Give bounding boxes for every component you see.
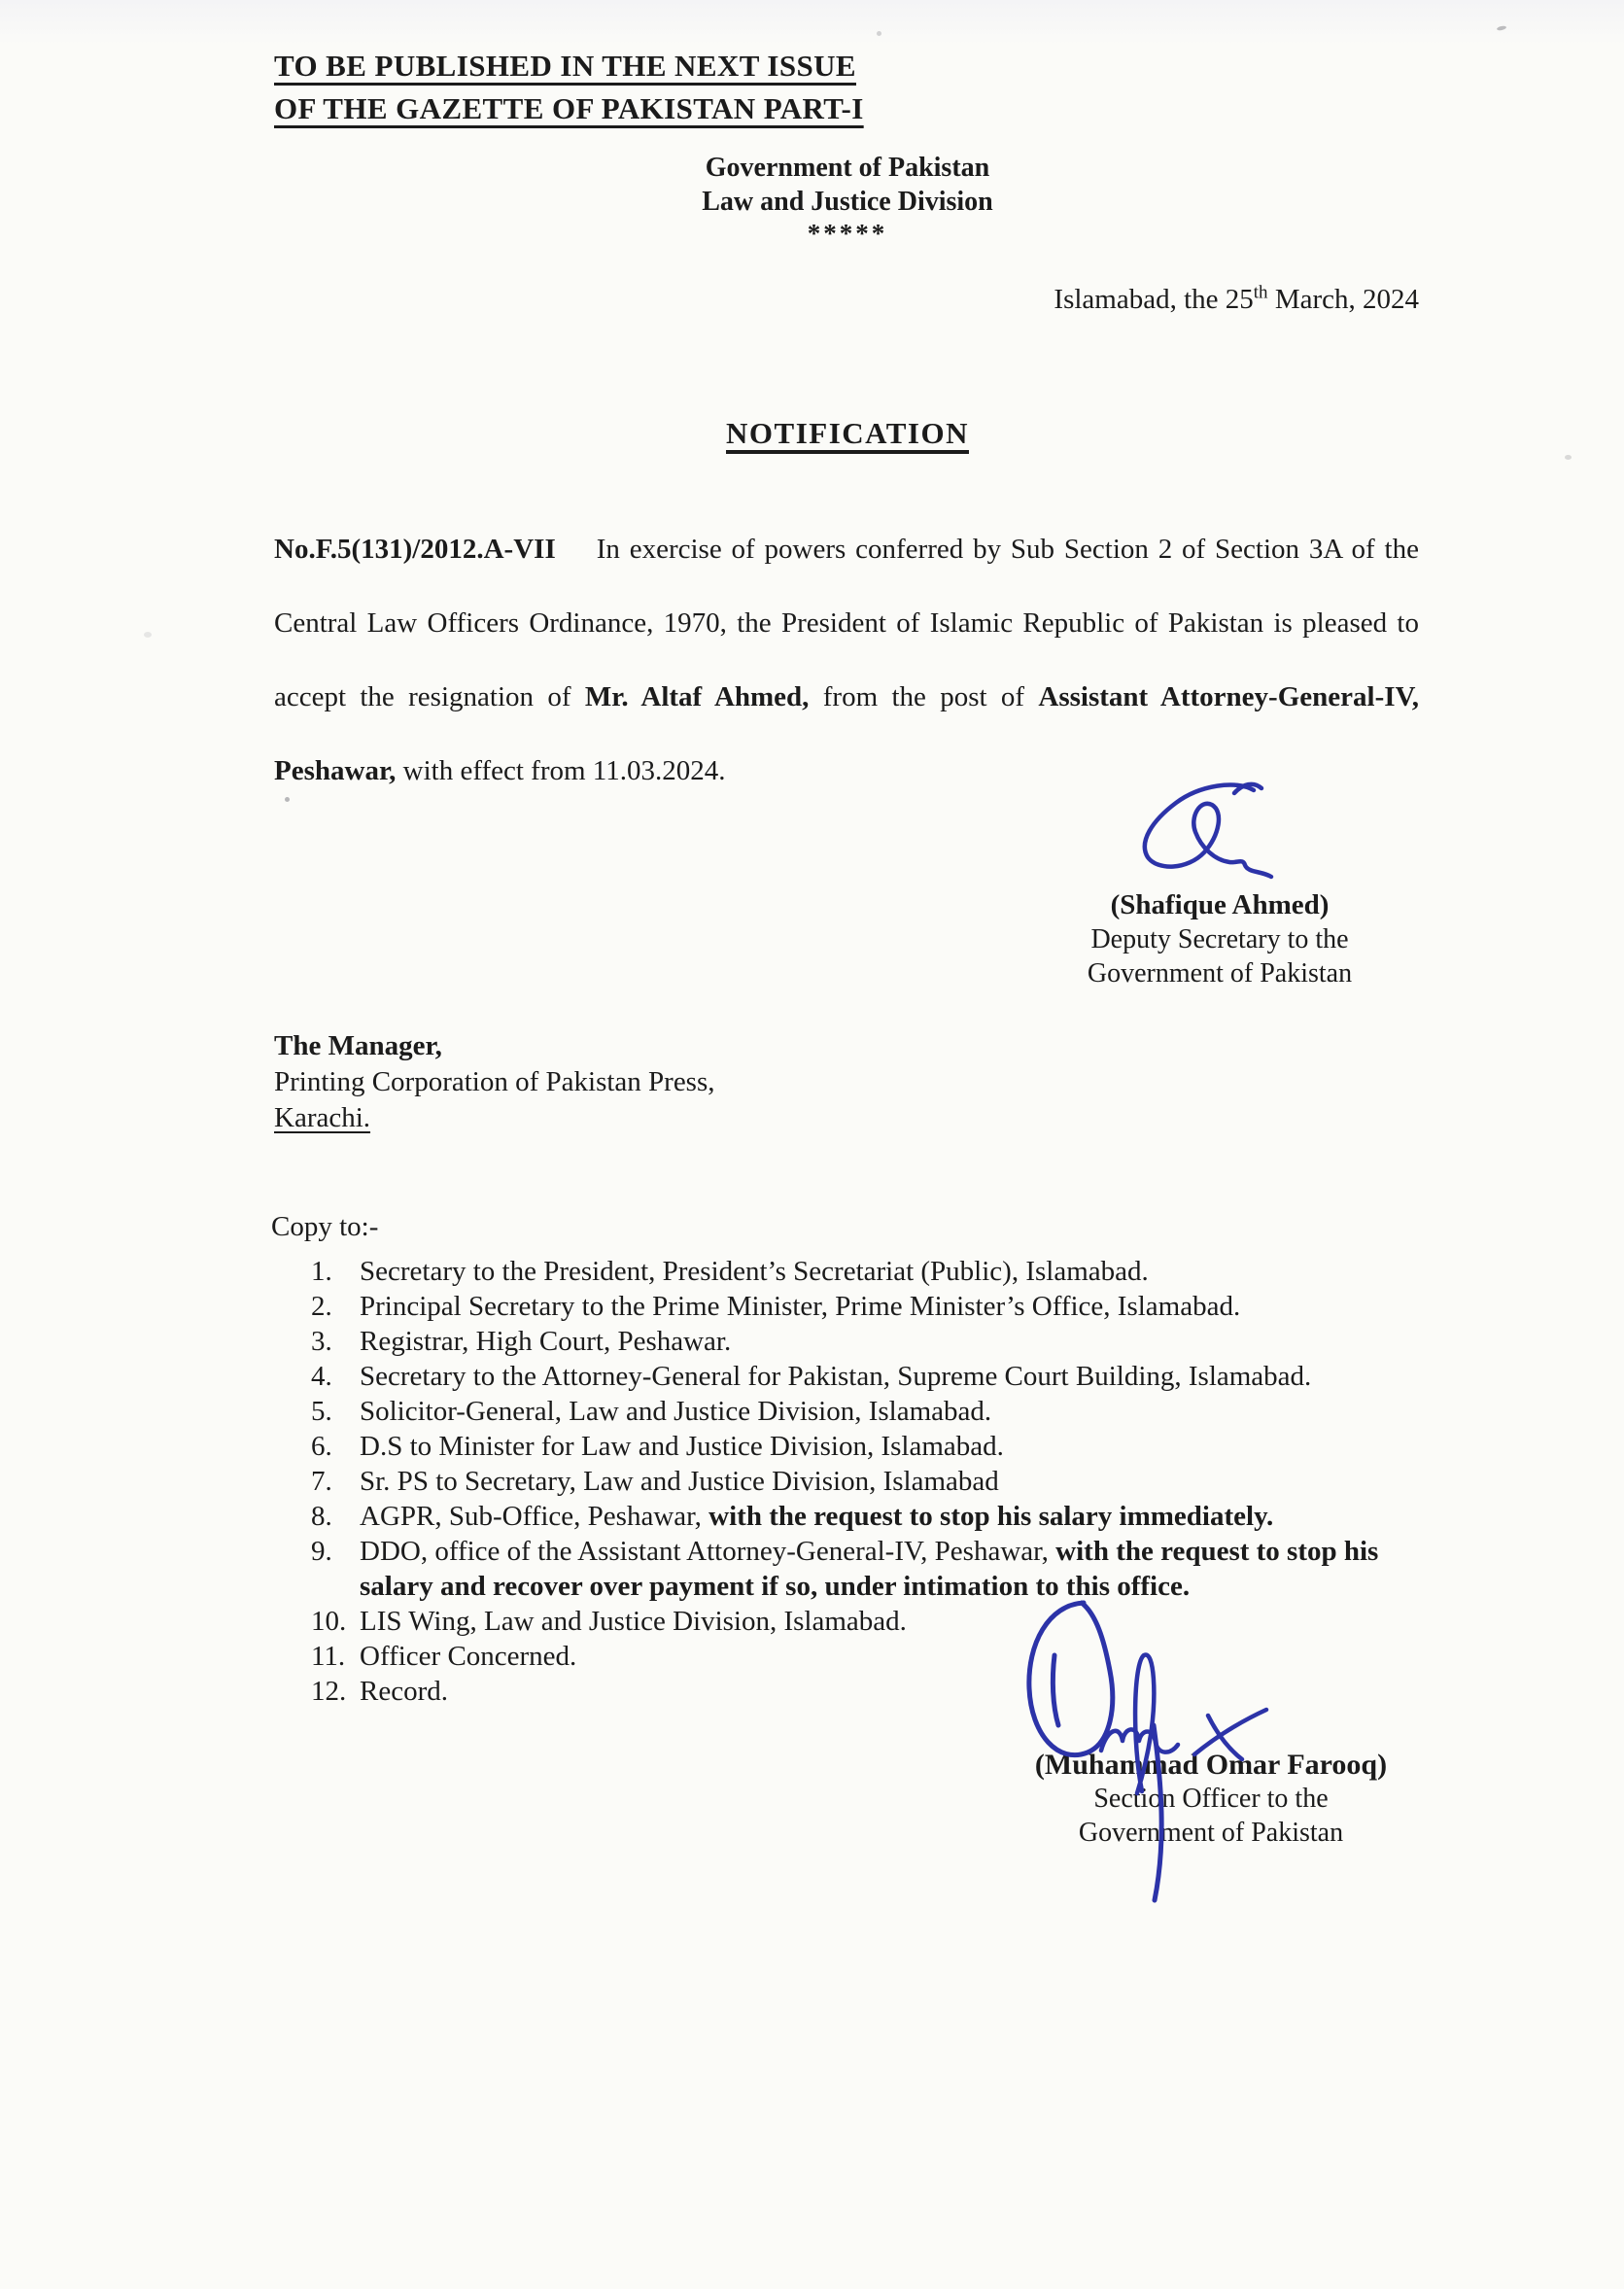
reference-number: No.F.5(131)/2012.A-VII (274, 534, 556, 565)
list-item: 3. Registrar, High Court, Peshawar. (311, 1326, 732, 1357)
handwritten-signature-muhammad-omar-farooq (986, 1587, 1317, 1908)
org-name: Government of Pakistan (705, 153, 990, 183)
signatory1-title-line1: Deputy Secretary to the (1090, 924, 1349, 954)
publication-header-line2: OF THE GAZETTE OF PAKISTAN PART-I (274, 91, 864, 125)
publication-header (274, 45, 864, 130)
document-title: NOTIFICATION (726, 416, 969, 450)
signatory2-title-line1: Section Officer to the (1093, 1784, 1329, 1814)
issuing-org-block (605, 151, 1090, 248)
handwritten-signature-shafique-ahmed (1106, 776, 1291, 890)
signatory-block-1 (1025, 888, 1414, 990)
list-item: 10. LIS Wing, Law and Justice Division, Islamabad. (311, 1606, 907, 1637)
body-text-3: with effect from 11.03.2024. (396, 755, 726, 786)
addressee-line1: The Manager, (274, 1030, 442, 1061)
signatory1-title-line2: Government of Pakistan (1087, 958, 1353, 988)
addressee-block (274, 1028, 715, 1136)
publication-header-line1: TO BE PUBLISHED IN THE NEXT ISSUE (274, 49, 856, 83)
divider-stars: ***** (807, 219, 888, 248)
signatory2-title-line2: Government of Pakistan (1078, 1818, 1344, 1848)
scan-artifact (877, 31, 881, 36)
list-item: 1. Secretary to the President, President’s Secretariat (Public), Islamabad. (311, 1256, 1149, 1287)
body-text-1: In exercise of powers conferred by Sub Section 2 of Section 3A of the Central Law Officers Ordinance, 1970, the President of Islamic Republic of Pakistan is pleased to accept the resignation of (274, 534, 1419, 712)
list-item: 11. Officer Concerned. (311, 1641, 577, 1672)
org-division: Law and Justice Division (702, 187, 993, 217)
officer-name-bold: Mr. Altaf Ahmed, (584, 681, 810, 712)
copy-to-label: Copy to:- (271, 1211, 379, 1242)
list-item: 8. AGPR, Sub-Office, Peshawar, with the request to stop his salary immediately. (311, 1501, 1274, 1532)
signatory1-name: (Shafique Ahmed) (1110, 889, 1330, 920)
addressee-line3: Karachi. (274, 1102, 371, 1133)
list-item: 5. Solicitor-General, Law and Justice Division, Islamabad. (311, 1396, 992, 1427)
list-item: 2. Principal Secretary to the Prime Minister, Prime Minister’s Office, Islamabad. (311, 1291, 1241, 1322)
scan-artifact (1497, 25, 1507, 31)
body-text-2: from the post of (809, 681, 1039, 712)
list-item: 6. D.S to Minister for Law and Justice Division, Islamabad. (311, 1431, 1004, 1462)
date-ordinal-superscript: th (1253, 282, 1268, 303)
list-item: 12. Record. (311, 1676, 448, 1707)
list-item: 4. Secretary to the Attorney-General for Pakistan, Supreme Court Building, Islamabad. (311, 1361, 1312, 1392)
date-line (966, 284, 1419, 316)
date-suffix: March, 2024 (1267, 284, 1419, 315)
list-item: 7. Sr. PS to Secretary, Law and Justice Division, Islamabad (311, 1466, 999, 1497)
signatory2-name: (Muhammad Omar Farooq) (1034, 1749, 1388, 1781)
scan-artifact (1565, 455, 1572, 460)
notification-paragraph (274, 512, 1419, 808)
post-name-bold: Assistant Attorney-General-IV, Peshawar, (274, 681, 1419, 786)
date-prefix: Islamabad, the 25 (1054, 284, 1254, 315)
list-item: 9. DDO, office of the Assistant Attorney-General-IV, Peshawar, with the request to stop his salary and recover over payment if so, under intimation to this office. (311, 1536, 1379, 1602)
addressee-line2: Printing Corporation of Pakistan Press, (274, 1066, 715, 1097)
scan-artifact (144, 632, 152, 638)
